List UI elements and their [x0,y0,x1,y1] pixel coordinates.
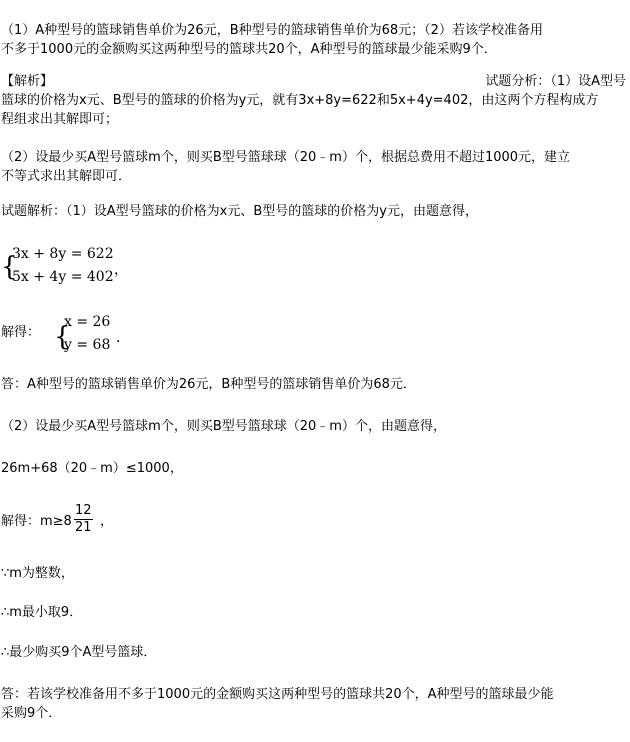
question-line-2: 不多于1000元的金额购买这两种型号的篮球共20个，A种型号的篮球最少能采购9个． [1,42,497,57]
inequality: 26m+68（20﹣m）≤1000， [1,461,183,476]
solution-line-1: 试题解析：（1）设A型号篮球的价格为x元、B型号的篮球的价格为y元，由题意得， [1,204,478,219]
analysis-part2-line-2: 不等式求出其解即可． [1,169,132,184]
analysis-part2-line-1: （2）设最少买A型号篮球m个，则买B型号篮球球（20﹣m）个，根据总费用不超过1000元，建立 [1,150,571,165]
solve2-fraction [74,503,93,536]
step-integer: ∵m为整数， [1,566,74,581]
answer-1: 答：A种型号的篮球销售单价为26元，B种型号的篮球销售单价为68元． [1,377,416,392]
solve2-tail: ， [100,514,114,529]
answer-equation-x: x = 26 [64,314,111,330]
answer-equation-y: y = 68 [64,337,111,353]
final-answer-line-1: 答：若该学校准备用不多于1000元的金额购买这两种型号的篮球共20个，A种型号的篮球最少能 [1,687,554,702]
solve-label: 解得： [1,325,41,340]
analysis-intro-right: 试题分析：（1）设A型号 [485,74,626,89]
fraction-numerator: 12 [75,503,92,518]
step-buy: ∴最少购买9个A型号篮球． [1,645,157,660]
step-min: ∴m最小取9． [1,605,83,620]
answer-brace: { [54,322,71,352]
system-brace: { [1,252,18,282]
analysis-intro-line-2: 篮球的价格为x元、B型号的篮球的价格为y元，就有3x+8y=622和5x+4y=402，由这两个方程构成方 [1,93,599,108]
question-line-1: （1）A种型号的篮球销售单价为26元，B种型号的篮球销售单价为68元；（2）若该学校准备用 [1,23,543,38]
analysis-intro-line-3: 程组求出其解即可； [1,112,119,127]
analysis-header: 【解析】 [1,74,54,89]
fraction-denominator: 21 [75,520,92,535]
system-equation-2: 5x + 4y = 402 [12,269,114,285]
solution-part2-line-1: （2）设最少买A型号篮球m个，则买B型号篮球球（20﹣m）个，由题意得， [1,419,446,434]
answer-tail: ． [116,330,130,346]
solve2-prefix: 解得：m≥8 [1,514,72,529]
system-tail: ， [114,262,128,278]
final-answer-line-2: 采购9个． [1,706,62,721]
system-equation-1: 3x + 8y = 622 [12,246,114,262]
